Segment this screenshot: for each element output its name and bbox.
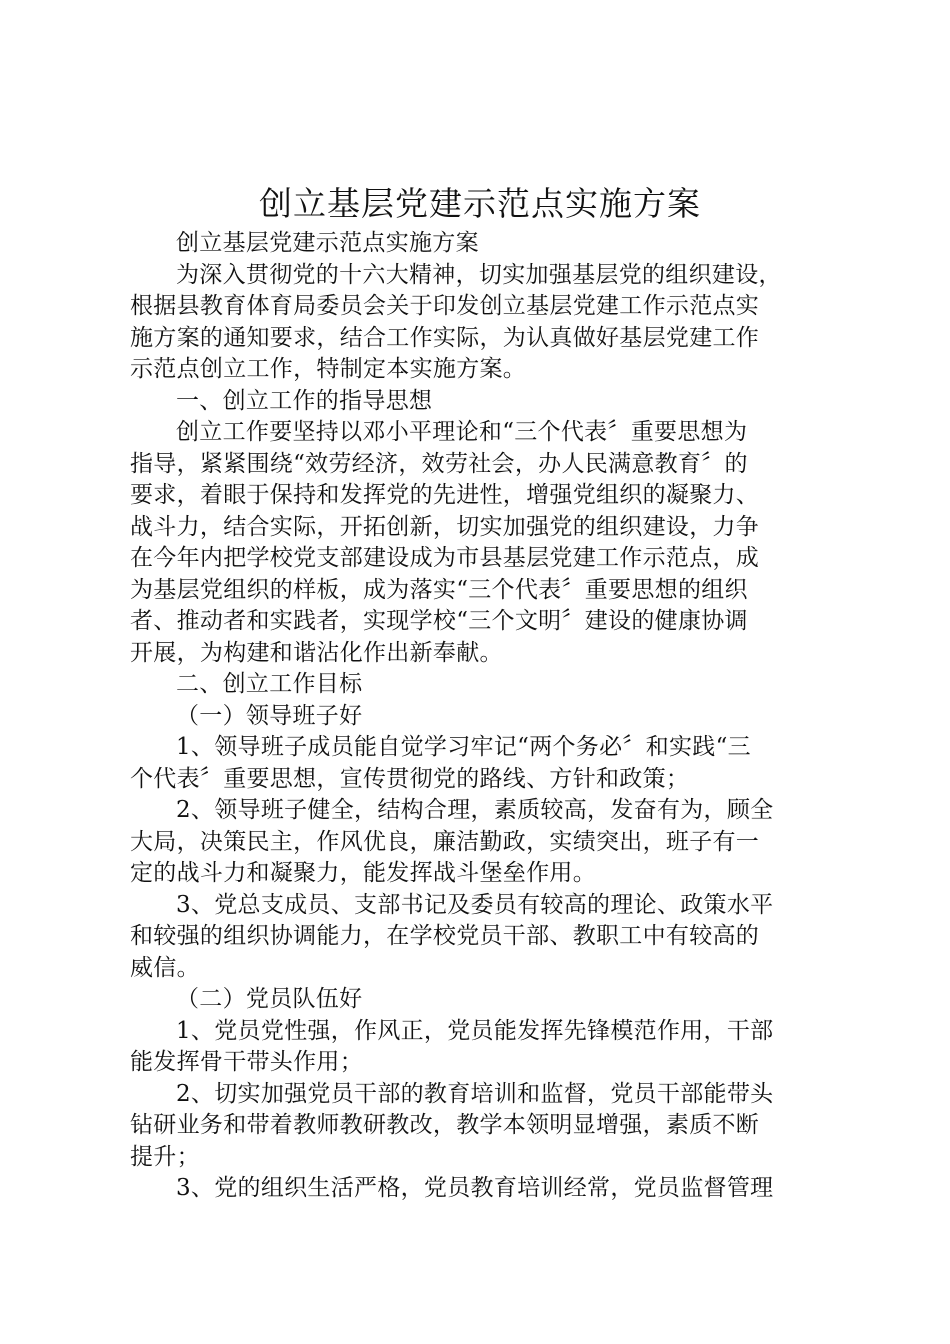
text-line: 一、创立工作的指导思想	[176, 387, 433, 414]
text-line: 钻研业务和带着教师教研教改，教学本领明显增强，素质不断	[130, 1112, 760, 1138]
document-body	[130, 228, 830, 1205]
text-line: 二、创立工作目标	[176, 671, 363, 697]
text-line: （一）领导班子好	[176, 702, 363, 729]
text-line: 大局，决策民主，作风优良，廉洁勤政，实绩突出，班子有一	[130, 828, 760, 855]
text-line: 根据县教育体育局委员会关于印发创立基层党建工作示范点实	[130, 293, 760, 319]
text-line: 2、切实加强党员干部的教育培训和监督，党员干部能带头	[176, 1080, 774, 1107]
text-line: 在今年内把学校党支部建设成为市县基层党建工作示范点，成	[130, 545, 760, 571]
text-line: 创立基层党建示范点实施方案	[176, 230, 479, 256]
text-line: 2、领导班子健全，结构合理，素质较高，发奋有为，顾全	[176, 797, 774, 823]
text-line: 和较强的组织协调能力，在学校党员干部、教职工中有较高的	[130, 923, 760, 949]
text-line: 施方案的通知要求，结合工作实际，为认真做好基层党建工作	[130, 324, 760, 351]
text-line: 3、党总支成员、支部书记及委员有较高的理论、政策水平	[176, 891, 774, 918]
text-line: 1、领导班子成员能自觉学习牢记“两个务必〞和实践“三	[176, 734, 751, 760]
text-line: 能发挥骨干带头作用；	[130, 1049, 363, 1075]
text-line: 3、党的组织生活严格，党员教育培训经常，党员监督管理	[176, 1175, 774, 1201]
text-line: 创立工作要坚持以邓小平理论和“三个代表〞重要思想为	[176, 419, 748, 445]
text-line: 提升；	[130, 1143, 200, 1170]
text-line: （二）党员队伍好	[176, 986, 363, 1012]
text-line: 威信。	[130, 954, 200, 981]
text-line: 定的战斗力和凝聚力，能发挥战斗堡垒作用。	[130, 860, 596, 886]
text-line: 指导，紧紧围绕“效劳经济，效劳社会，办人民满意教育〞的	[130, 450, 748, 477]
text-line: 要求，着眼于保持和发挥党的先进性，增强党组织的凝聚力、	[130, 482, 760, 508]
text-line: 战斗力，结合实际，开拓创新，切实加强党的组织建设，力争	[130, 513, 760, 540]
document-title: 创立基层党建示范点实施方案	[259, 184, 701, 223]
text-line: 示范点创立工作，特制定本实施方案。	[130, 356, 527, 382]
text-line: 为深入贯彻党的十六大精神，切实加强基层党的组织建设，	[176, 261, 782, 288]
text-line: 1、党员党性强，作风正，党员能发挥先锋模范作用，干部	[176, 1017, 774, 1044]
text-line: 为基层党组织的样板，成为落实“三个代表〞重要思想的组织	[130, 576, 748, 603]
text-line: 者、推动者和实践者，实现学校“三个文明〞建设的健康协调	[130, 608, 748, 634]
text-line: 个代表〞重要思想，宣传贯彻党的路线、方针和政策；	[130, 765, 690, 792]
text-line: 开展，为构建和谐沾化作出新奉献。	[130, 639, 503, 666]
document-page	[130, 180, 830, 1205]
